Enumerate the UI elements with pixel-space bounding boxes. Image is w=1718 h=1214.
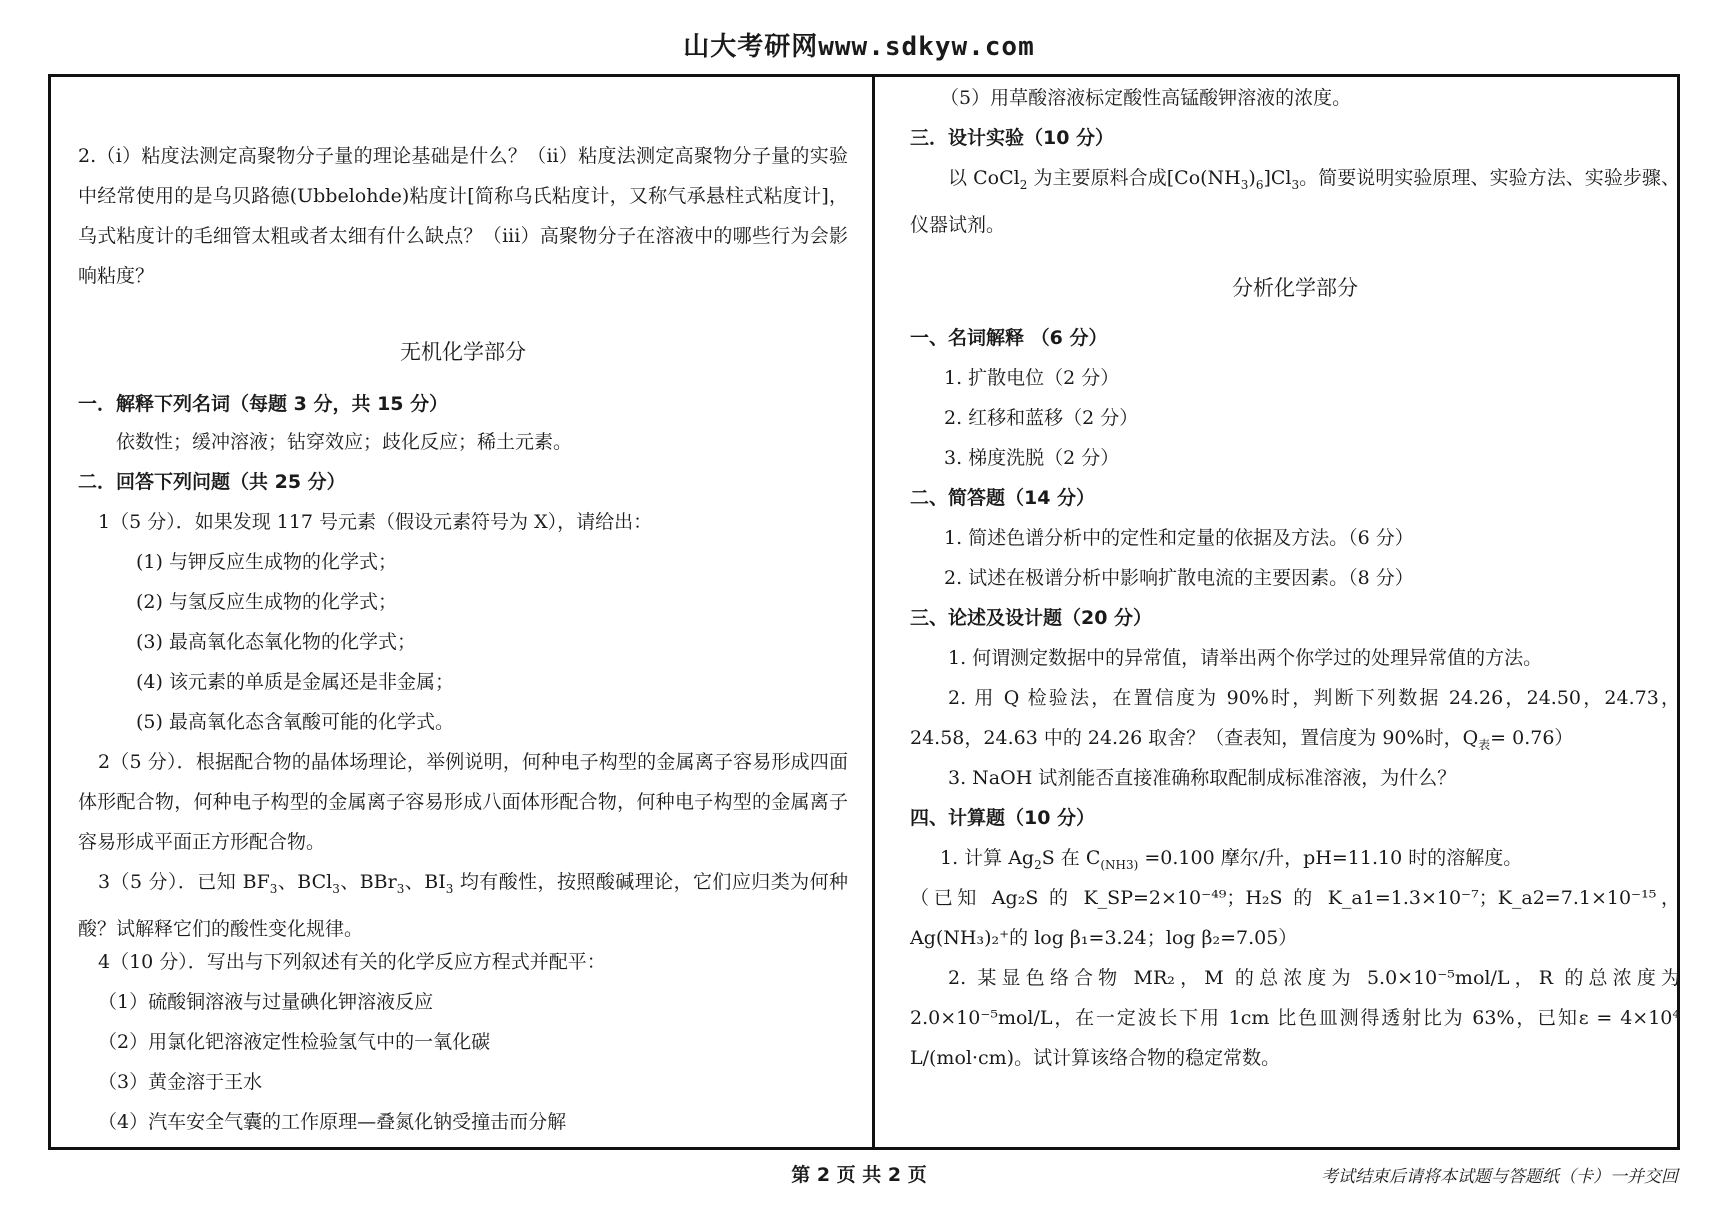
question-1-intro: 1（5 分）．如果发现 117 号元素（假设元素符号为 X），请给出： — [98, 511, 653, 533]
question-3-lewis-acids: 3（5 分）．已知 $BF_3$、BCl$_3$、BBr$_3$、$BI_3$ 均有酸性，按照酸碱理论，它们应归类为何种酸？试解释它们的酸性变化规律。 — [78, 871, 849, 940]
calculation-2: 2. 某显色络合物 MR₂，M 的总浓度为 5.0×10⁻⁵mol/L，R 的总浓度为 2.0×10⁻⁵mol/L，在一定波长下用 1cm 比色皿测得透射比为 63%，已知ε = 4×10⁴ L/(mol·cm)。试计算该络合物的稳定常数。 — [910, 967, 1680, 1069]
page-header: 山大考研网www.sdkyw.com — [683, 32, 1035, 62]
question-1-item-1: (1) 与钾反应生成物的化学式； — [136, 551, 397, 573]
question-4-item-4: （4）汽车安全气囊的工作原理—叠氮化钠受撞击而分解 — [98, 1111, 567, 1133]
analytical-part-3-heading: 三、论述及设计题（20 分） — [910, 607, 1153, 629]
inorganic-part-1-heading: 一．解释下列名词（每题 3 分，共 15 分） — [78, 393, 449, 415]
question-2-crystal-field: 2（5 分）．根据配合物的晶体场理论，举例说明，何种电子构型的金属离子容易形成四面体形配合物，何种电子构型的金属离子容易形成八面体形配合物，何种电子构型的金属离子容易形成平面正方形配合物。 — [78, 751, 848, 853]
analytical-term-1: 1. 扩散电位（2 分） — [944, 367, 1120, 389]
design-experiment-heading: 三．设计实验（10 分） — [910, 127, 1115, 149]
page-number: 第 2 页 共 2 页 — [791, 1164, 927, 1186]
question-4-item-2: （2）用氯化钯溶液定性检验氢气中的一氧化碳 — [98, 1031, 491, 1053]
analytical-discussion-2: 2. 用 Q 检验法，在置信度为 90%时，判断下列数据 24.26，24.50，24.73，24.58，24.63 中的 24.26 取舍？（查表知，置信度为 90%时，$Q_表= 0.76$） — [910, 687, 1680, 752]
item-5-permanganate: （5）用草酸溶液标定酸性高锰酸钾溶液的浓度。 — [940, 87, 1352, 109]
question-1-item-5: (5) 最高氧化态含氧酸可能的化学式。 — [136, 711, 454, 733]
analytical-part-1-heading: 一、名词解释 （6 分） — [910, 327, 1108, 349]
calculation-1-given: （已知 Ag₂S 的 K_SP=2×10⁻⁴⁹；H₂S 的 K_a1=1.3×10⁻⁷；K_a2=7.1×10⁻¹⁵，Ag(NH₃)₂⁺的 log β₁=3.24；log β₂=7.05） — [910, 887, 1680, 949]
inorganic-part-2-heading: 二．回答下列问题（共 25 分） — [78, 471, 346, 493]
question-4-item-1: （1）硫酸铜溶液与过量碘化钾溶液反应 — [98, 991, 434, 1013]
inorganic-terms: 依数性；缓冲溶液；钻穿效应；歧化反应；稀土元素。 — [116, 431, 573, 453]
question-4-item-3: （3）黄金溶于王水 — [98, 1071, 263, 1093]
analytical-section-title: 分析化学部分 — [1232, 276, 1358, 300]
analytical-part-4-heading: 四、计算题（10 分） — [910, 807, 1096, 829]
analytical-discussion-3: 3. NaOH 试剂能否直接准确称取配制成标准溶液，为什么？ — [948, 767, 1457, 789]
question-1-item-3: (3) 最高氧化态氧化物的化学式； — [136, 631, 416, 653]
analytical-short-answer-1: 1. 简述色谱分析中的定性和定量的依据及方法。（6 分） — [944, 527, 1414, 549]
question-1-item-2: (2) 与氢反应生成物的化学式； — [136, 591, 397, 613]
column-divider — [872, 74, 875, 1150]
analytical-discussion-1: 1. 何谓测定数据中的异常值，请举出两个你学过的处理异常值的方法。 — [948, 647, 1543, 669]
footer-note: 考试结束后请将本试题与答题纸（卡）一并交回 — [1321, 1167, 1678, 1187]
calculation-1: 1. 计算 $Ag_2S$ 在 $C_{(NH3)} =0.100$ 摩尔/升，pH=11.10 时的溶解度。 — [940, 847, 1523, 872]
question-1-item-4: (4) 该元素的单质是金属还是非金属； — [136, 671, 454, 693]
analytical-term-3: 3. 梯度洗脱（2 分） — [944, 447, 1120, 469]
inorganic-section-title: 无机化学部分 — [400, 340, 526, 364]
analytical-part-2-heading: 二、简答题（14 分） — [910, 487, 1096, 509]
design-experiment-text: 以 CoCl$_2$ 为主要原料合成$[Co(NH_3)_6]Cl_3$。简要说明实验原理、实验方法、实验步骤、仪器试剂。 — [910, 167, 1680, 236]
question-2-viscosity: 2.（i）粘度法测定高聚物分子量的理论基础是什么？（ii）粘度法测定高聚物分子量的实验中经常使用的是乌贝路德(Ubbelohde)粘度计[简称乌氏粘度计，又称气承悬柱式粘度计]，乌式粘度计的毛细管太粗或者太细有什么缺点？（iii）高聚物分子在溶液中的哪些行为会影响粘度？ — [78, 145, 848, 287]
analytical-term-2: 2. 红移和蓝移（2 分） — [944, 407, 1139, 429]
analytical-short-answer-2: 2. 试述在极谱分析中影响扩散电流的主要因素。（8 分） — [944, 567, 1414, 589]
question-4-intro: 4（10 分）．写出与下列叙述有关的化学反应方程式并配平： — [98, 951, 606, 973]
